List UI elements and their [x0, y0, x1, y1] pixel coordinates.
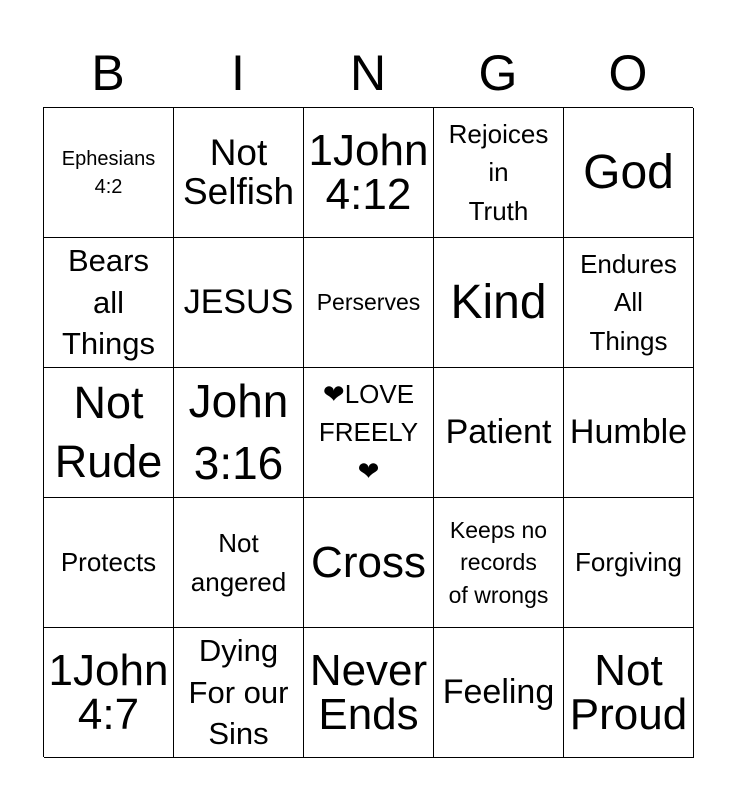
bingo-cell-r1-c2[interactable]: Not Selfish: [174, 108, 304, 238]
bingo-cell-r2-c1[interactable]: Bears all Things: [44, 238, 174, 368]
header-letter-g: G: [478, 45, 518, 101]
bingo-cell-r4-c5[interactable]: Forgiving: [564, 498, 694, 628]
bingo-cell-r3-c4[interactable]: Patient: [434, 368, 564, 498]
header-letter-i: I: [231, 45, 245, 101]
header-letter-o: O: [608, 45, 648, 101]
bingo-cell-r5-c5[interactable]: Not Proud: [564, 628, 694, 758]
bingo-cell-r4-c3[interactable]: Cross: [304, 498, 434, 628]
bingo-cell-r1-c5[interactable]: God: [564, 108, 694, 238]
bingo-cell-r5-c4[interactable]: Feeling: [434, 628, 564, 758]
bingo-header: [43, 40, 693, 106]
bingo-cell-r4-c2[interactable]: Not angered: [174, 498, 304, 628]
bingo-cell-r2-c3[interactable]: Perserves: [304, 238, 434, 368]
header-letter-b: B: [91, 45, 125, 101]
bingo-cell-r1-c4[interactable]: Rejoices in Truth: [434, 108, 564, 238]
bingo-cell-r2-c5[interactable]: Endures All Things: [564, 238, 694, 368]
bingo-cell-r4-c4[interactable]: Keeps no records of wrongs: [434, 498, 564, 628]
bingo-cell-r4-c1[interactable]: Protects: [44, 498, 174, 628]
bingo-cell-r2-c2[interactable]: JESUS: [174, 238, 304, 368]
bingo-cell-r1-c3[interactable]: 1John 4:12: [304, 108, 434, 238]
bingo-cell-r3-c5[interactable]: Humble: [564, 368, 694, 498]
bingo-cell-r5-c1[interactable]: 1John 4:7: [44, 628, 174, 758]
bingo-card-grid: [43, 107, 693, 757]
bingo-cell-r5-c3[interactable]: Never Ends: [304, 628, 434, 758]
bingo-cell-r5-c2[interactable]: Dying For our Sins: [174, 628, 304, 758]
bingo-cell-r1-c1[interactable]: Ephesians 4:2: [44, 108, 174, 238]
header-letter-n: N: [349, 45, 387, 101]
bingo-cell-r2-c4[interactable]: Kind: [434, 238, 564, 368]
bingo-cell-r3-c1[interactable]: Not Rude: [44, 368, 174, 498]
bingo-cell-r3-c3[interactable]: ❤LOVE FREELY ❤: [304, 368, 434, 498]
bingo-cell-r3-c2[interactable]: John 3:16: [174, 368, 304, 498]
